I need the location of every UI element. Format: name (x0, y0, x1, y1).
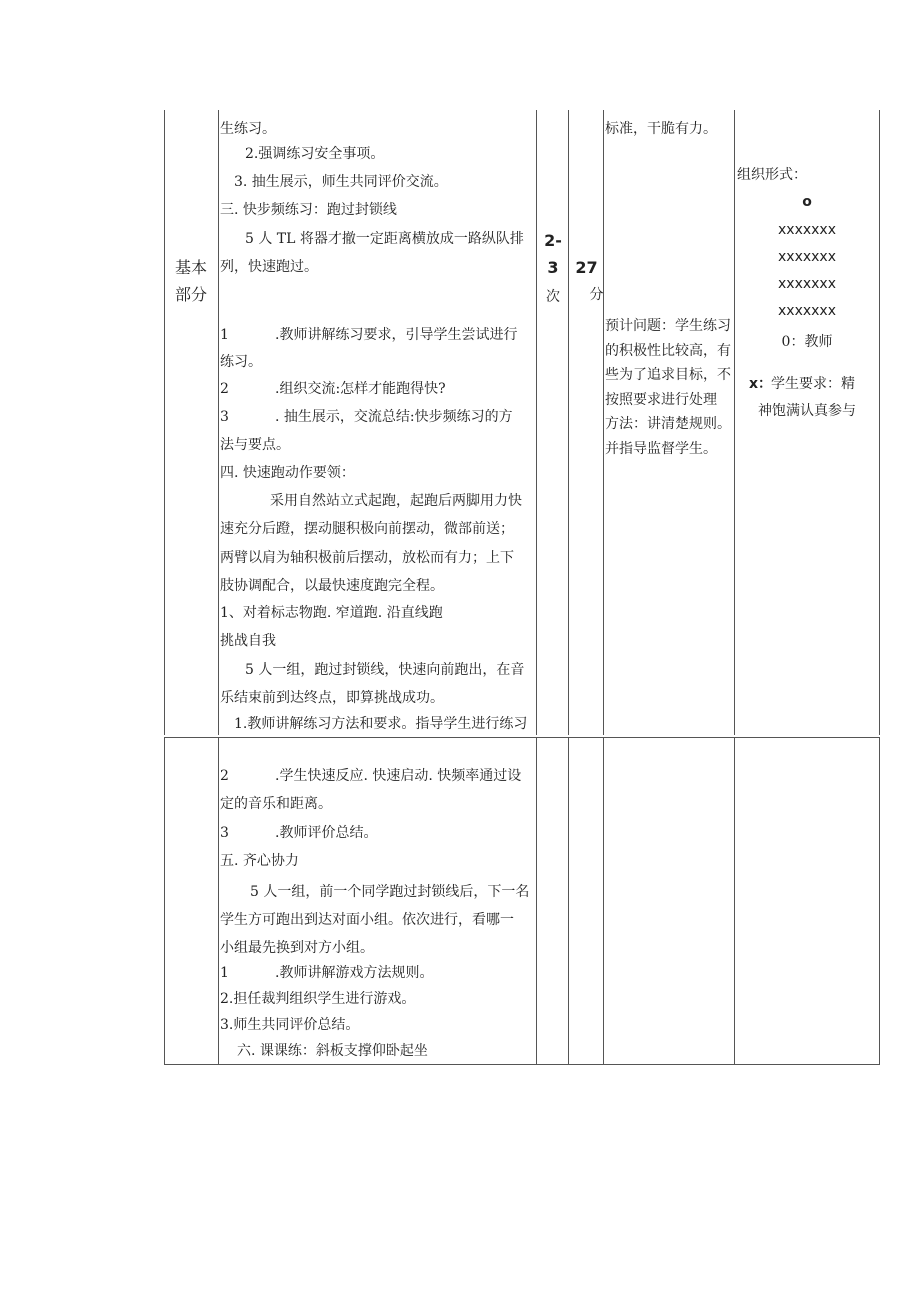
content-line: 列，快速跑过。 (220, 259, 318, 275)
content-line: 5 人一组，跑过封锁线，快速向前跑出，在音 (245, 662, 525, 678)
content-line: 学生方可跑出到达对面小组。依次进行，看哪一 (220, 912, 514, 928)
times-line1: 2- (544, 231, 562, 250)
content-line: 3. 抽生展示，师生共同评价交流。 (234, 174, 448, 190)
content-line: 四. 快速跑动作要领： (220, 465, 355, 481)
teacher-mark: o (802, 194, 812, 210)
content-line: .教师讲解练习要求，引导学生尝试进行 (275, 327, 518, 343)
section-label-line1: 基本 (175, 258, 208, 277)
content-line: .组织交流:怎样才能跑得快? (275, 381, 446, 397)
content-line: 乐结束前到达终点，即算挑战成功。 (220, 690, 444, 706)
content-line: 5 人一组，前一个同学跑过封锁线后，下一名 (250, 884, 530, 900)
content-line: 三. 快步频练习：跑过封锁线 (220, 202, 397, 218)
content-line: 采用自然站立式起跑，起跑后两脚用力快 (270, 493, 522, 509)
content-line: .教师讲解游戏方法规则。 (275, 965, 434, 981)
content-line: 两臂以肩为轴积极前后摆动，放松而有力；上下 (220, 550, 514, 566)
section-label-line2: 部分 (175, 285, 208, 304)
times-line3: 次 (546, 289, 560, 305)
content-line: 五. 齐心协力 (220, 853, 299, 869)
content-line: 1、对着标志物跑. 窄道跑. 沿直线跑 (220, 605, 443, 621)
content-line: 2.强调练习安全事项。 (245, 146, 385, 162)
content-line: 速充分后蹬，摆动腿积极向前摆动，微部前送； (220, 521, 514, 537)
lower-border-left (164, 737, 165, 1065)
table-divider-duration (603, 110, 604, 735)
lower-divider-notes (734, 737, 735, 1065)
notes-line: 标准，干脆有力。 (605, 121, 717, 137)
list-number: 1 (220, 965, 229, 981)
content-line: 六. 课课练：斜板支撑仰卧起坐 (237, 1043, 428, 1059)
lower-divider-duration (603, 737, 604, 1065)
organization-title: 组织形式： (737, 167, 807, 183)
lower-divider-times (568, 737, 569, 1065)
student-legend-line2: 神饱满认真参与 (758, 403, 856, 419)
content-line: 1.教师讲解练习方法和要求。指导学生进行练习 (234, 716, 528, 732)
content-line: 5 人 TL 将器才撤一定距离横放成一路纵队排 (245, 231, 524, 247)
notes-problem-line: 按照要求进行处理 (605, 392, 717, 408)
content-line: 生练习。 (220, 121, 276, 137)
table-divider-times (568, 110, 569, 735)
table-border-right (879, 110, 880, 735)
notes-problem-line: 的积极性比较高，有 (605, 343, 731, 359)
content-line: . 抽生展示，交流总结:快步频练习的方 (275, 409, 513, 425)
content-line: .学生快速反应. 快速启动. 快频率通过设 (275, 768, 522, 784)
table-border-left (164, 110, 165, 735)
duration-unit: 分 (589, 287, 604, 303)
student-legend-prefix: x： (749, 376, 773, 392)
list-number: 2 (220, 381, 229, 397)
content-line: 肢协调配合，以最快速度跑完全程。 (220, 578, 444, 594)
lower-divider-content (536, 737, 537, 1065)
table-separator (164, 737, 880, 738)
content-line: 挑战自我 (220, 633, 276, 649)
content-line: 定的音乐和距离。 (220, 796, 332, 812)
student-legend-text: 学生要求：精 (771, 376, 855, 392)
table-divider-notes (734, 110, 735, 735)
formation-row: xxxxxxx (778, 222, 836, 238)
lower-divider-label (218, 737, 219, 1065)
formation-row: xxxxxxx (778, 303, 836, 319)
list-number: 2 (220, 768, 229, 784)
list-number: 3 (220, 409, 229, 425)
formation-row: xxxxxxx (778, 249, 836, 265)
content-line: 2.担任裁判组织学生进行游戏。 (220, 991, 416, 1007)
content-line: 练习。 (220, 354, 262, 370)
notes-problem-line: 方法：讲清楚规则。 (605, 416, 731, 432)
content-line: 小组最先换到对方小组。 (220, 940, 374, 956)
notes-problem-line: 些为了追求目标，不 (605, 367, 731, 383)
list-number: 1 (220, 327, 229, 343)
duration-value: 27 (575, 258, 598, 277)
table-divider-label (218, 110, 219, 735)
formation-row: xxxxxxx (778, 276, 836, 292)
content-line: .教师评价总结。 (275, 825, 378, 841)
content-line: 法与要点。 (220, 437, 290, 453)
table-divider-content (536, 110, 537, 735)
content-line: 3.师生共同评价总结。 (220, 1017, 360, 1033)
notes-problem-line: 预计问题：学生练习 (605, 318, 731, 334)
times-line2: 3 (547, 258, 559, 277)
list-number: 3 (220, 825, 229, 841)
teacher-legend: 0：教师 (781, 334, 833, 350)
notes-problem-line: 并指导监督学生。 (605, 441, 717, 457)
lower-border-right (879, 737, 880, 1065)
lower-border-bottom (164, 1064, 880, 1065)
